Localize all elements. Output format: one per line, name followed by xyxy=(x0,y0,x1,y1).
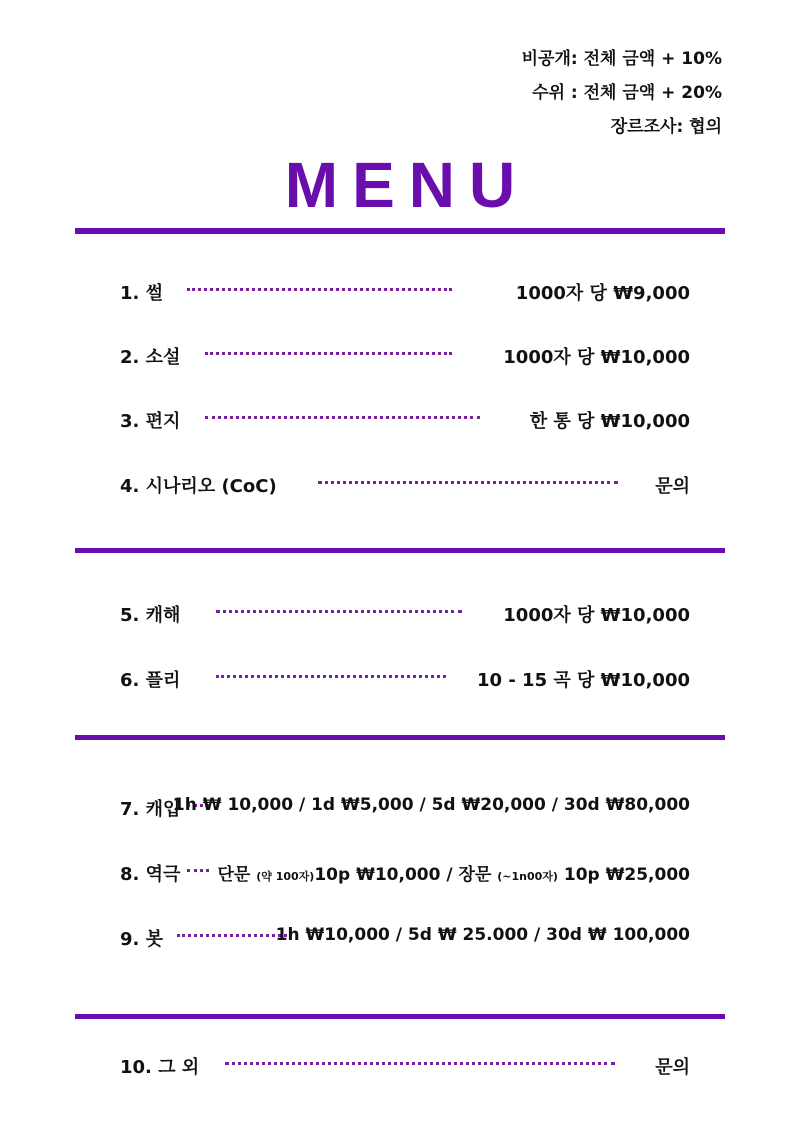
dotted-leader xyxy=(205,352,452,355)
menu-item-label: 6. 플리 xyxy=(120,670,181,691)
price-long-note: (~1n00자) xyxy=(497,870,558,883)
menu-item-price: 1h ₩ 10,000 / 1d ₩5,000 / 5d ₩20,000 / 30d ₩80,000 xyxy=(172,795,690,815)
dotted-leader xyxy=(187,869,209,872)
divider-top xyxy=(75,228,725,234)
note-private: 비공개: 전체 금액 + 10% xyxy=(521,49,722,69)
menu-item-label: 7. 캐입 xyxy=(120,799,181,820)
menu-item-price: 1000자 당 ₩10,000 xyxy=(503,605,690,626)
menu-item-label: 10. 그 외 xyxy=(120,1057,200,1078)
menu-item-price: 10 - 15 곡 당 ₩10,000 xyxy=(477,670,690,691)
menu-item-price: 1000자 당 ₩10,000 xyxy=(503,347,690,368)
divider xyxy=(75,548,725,553)
menu-item-price: 한 통 당 ₩10,000 xyxy=(529,411,690,432)
dotted-leader xyxy=(225,1062,615,1065)
menu-item-label: 4. 시나리오 (CoC) xyxy=(120,476,277,497)
price-short-note: (약 100자) xyxy=(256,870,315,883)
dotted-leader xyxy=(187,288,452,291)
menu-item-price xyxy=(217,860,690,885)
price-short-value: 10p ₩10,000 / 장문 xyxy=(314,865,492,885)
menu-item-price: 1000자 당 ₩9,000 xyxy=(515,283,690,304)
note-adult: 수위 : 전체 금액 + 20% xyxy=(532,83,722,103)
menu-item-price: 1h ₩10,000 / 5d ₩ 25.000 / 30d ₩ 100,000 xyxy=(275,925,690,945)
menu-item-price: 문의 xyxy=(655,1057,690,1078)
dotted-leader xyxy=(205,416,480,419)
divider xyxy=(75,1014,725,1019)
dotted-leader xyxy=(318,481,618,484)
menu-item-label: 3. 편지 xyxy=(120,411,181,432)
menu-item-label: 9. 봇 xyxy=(120,929,164,950)
menu-item-price: 문의 xyxy=(655,476,690,497)
menu-item-label: 1. 썰 xyxy=(120,283,164,304)
menu-item-label: 8. 역극 xyxy=(120,864,181,885)
note-research: 장르조사: 협의 xyxy=(610,117,722,137)
menu-item-label: 5. 캐해 xyxy=(120,605,181,626)
divider xyxy=(75,735,725,740)
price-short-label: 단문 xyxy=(217,865,251,885)
price-long-value: 10p ₩25,000 xyxy=(563,865,690,885)
dotted-leader xyxy=(216,610,462,613)
menu-item-label: 2. 소설 xyxy=(120,347,181,368)
page-title: MENU xyxy=(284,149,530,221)
dotted-leader xyxy=(216,675,446,678)
